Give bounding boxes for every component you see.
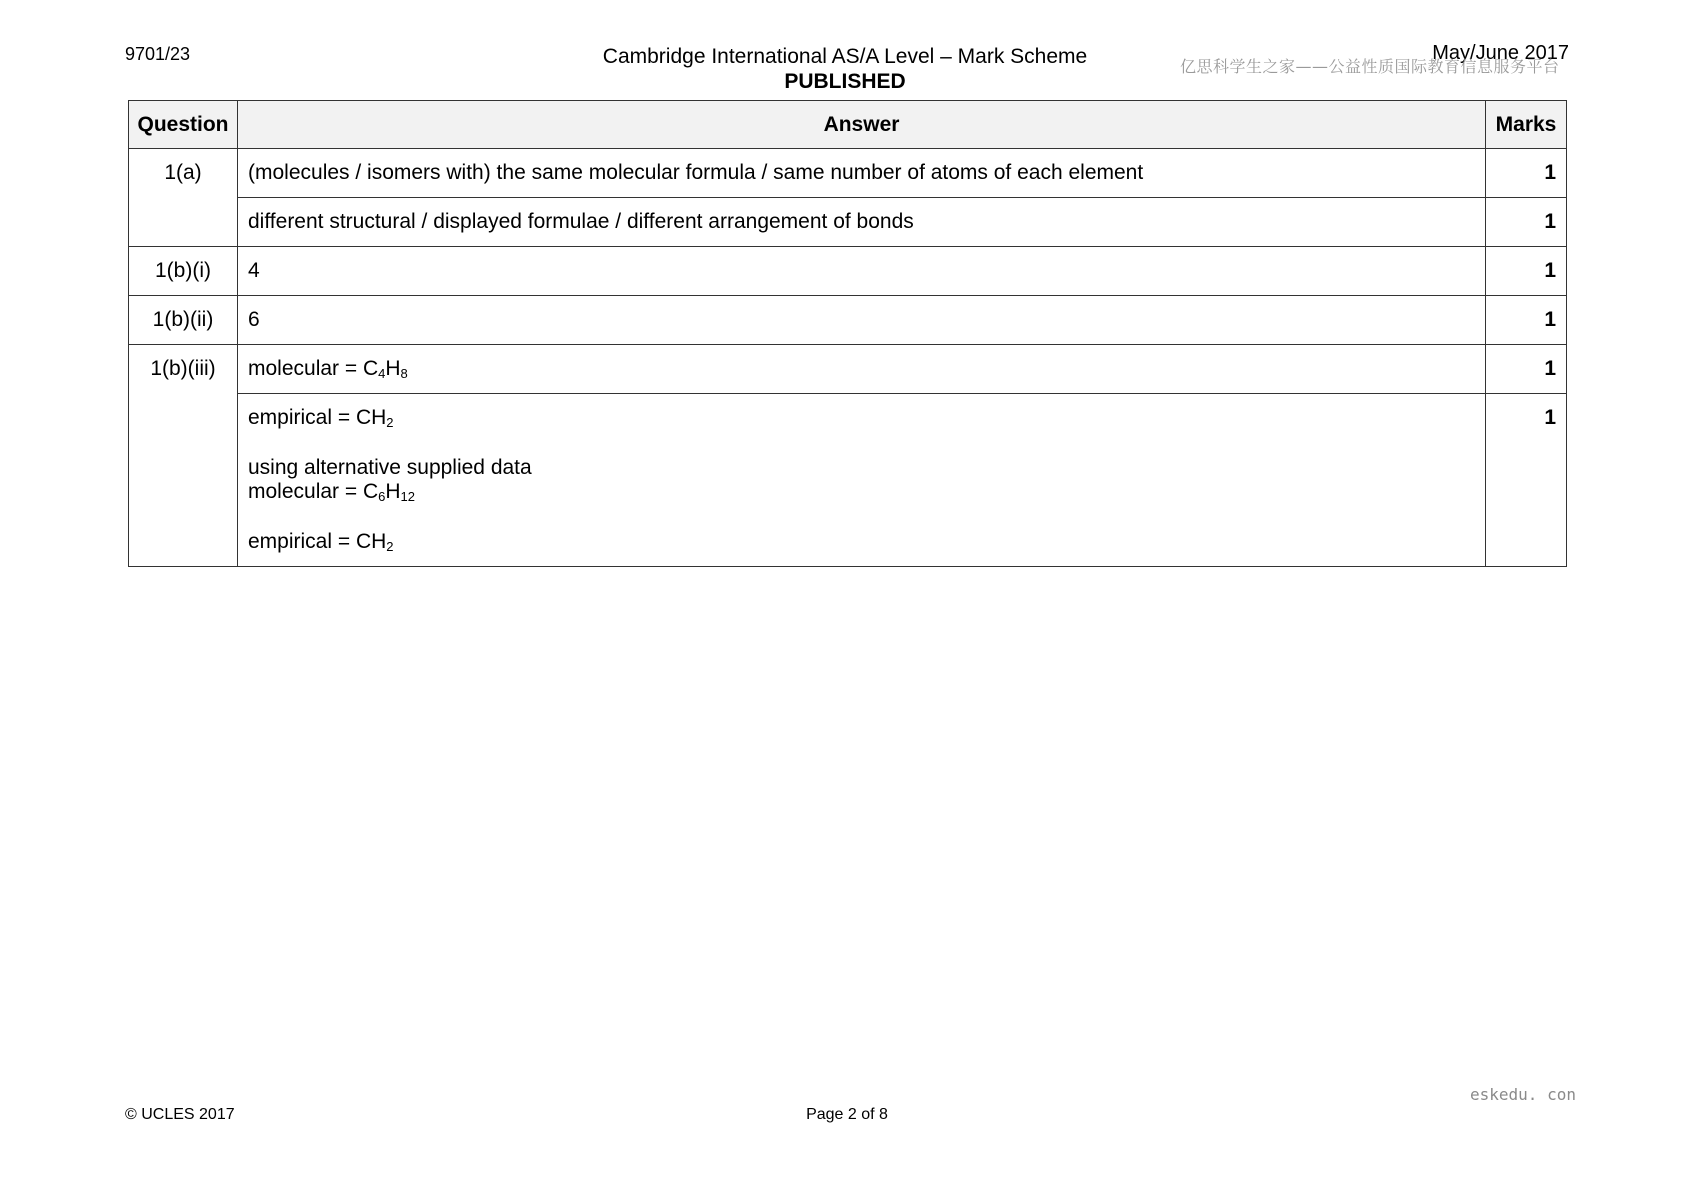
table-row bbox=[129, 198, 1567, 247]
answer-cell bbox=[238, 394, 1486, 567]
answer-cell: 4 bbox=[238, 247, 1486, 296]
table-row bbox=[129, 149, 1567, 198]
table-row bbox=[129, 345, 1567, 394]
alternative-data-block: using alternative supplied data molecular = $C_6H_{12}$ bbox=[248, 456, 532, 504]
table-row bbox=[129, 247, 1567, 296]
header-marks: Marks bbox=[1486, 101, 1567, 149]
answer-cell: different structural / displayed formulae / different arrangement of bonds bbox=[238, 198, 1486, 247]
question-cell: 1(a) bbox=[129, 149, 238, 247]
watermark-text: 亿思科学生之家——公益性质国际教育信息服务平台 bbox=[1180, 57, 1560, 76]
question-cell: 1(b)(iii) bbox=[129, 345, 238, 567]
copyright: © UCLES 2017 bbox=[125, 1106, 235, 1123]
table-row bbox=[129, 394, 1567, 567]
empirical-line: empirical = $CH_2$ bbox=[248, 406, 394, 430]
mark-scheme-table bbox=[128, 100, 1567, 567]
marks-cell: 1 bbox=[1486, 198, 1567, 247]
answer-cell: molecular = $C_4H_8$ bbox=[238, 345, 1486, 394]
marks-cell: 1 bbox=[1486, 247, 1567, 296]
watermark-site: eskedu. con bbox=[1470, 1085, 1576, 1104]
marks-cell: 1 bbox=[1486, 394, 1567, 567]
session-label: May/June 2017 bbox=[1432, 42, 1569, 64]
table-header-row bbox=[129, 101, 1567, 149]
question-cell: 1(b)(i) bbox=[129, 247, 238, 296]
header-question: Question bbox=[129, 101, 238, 149]
table-row bbox=[129, 296, 1567, 345]
header-answer: Answer bbox=[238, 101, 1486, 149]
answer-cell: (molecules / isomers with) the same molecular formula / same number of atoms of each element bbox=[238, 149, 1486, 198]
marks-cell: 1 bbox=[1486, 345, 1567, 394]
title: Cambridge International AS/A Level – Mark Scheme bbox=[602, 45, 1088, 68]
answer-cell: 6 bbox=[238, 296, 1486, 345]
marks-cell: 1 bbox=[1486, 149, 1567, 198]
paper-code: 9701/23 bbox=[125, 44, 191, 64]
question-cell: 1(b)(ii) bbox=[129, 296, 238, 345]
page-number: Page 2 of 8 bbox=[806, 1106, 888, 1123]
published-label: PUBLISHED bbox=[784, 70, 906, 93]
marks-cell: 1 bbox=[1486, 296, 1567, 345]
empirical-line: empirical = $CH_2$ bbox=[248, 530, 394, 554]
